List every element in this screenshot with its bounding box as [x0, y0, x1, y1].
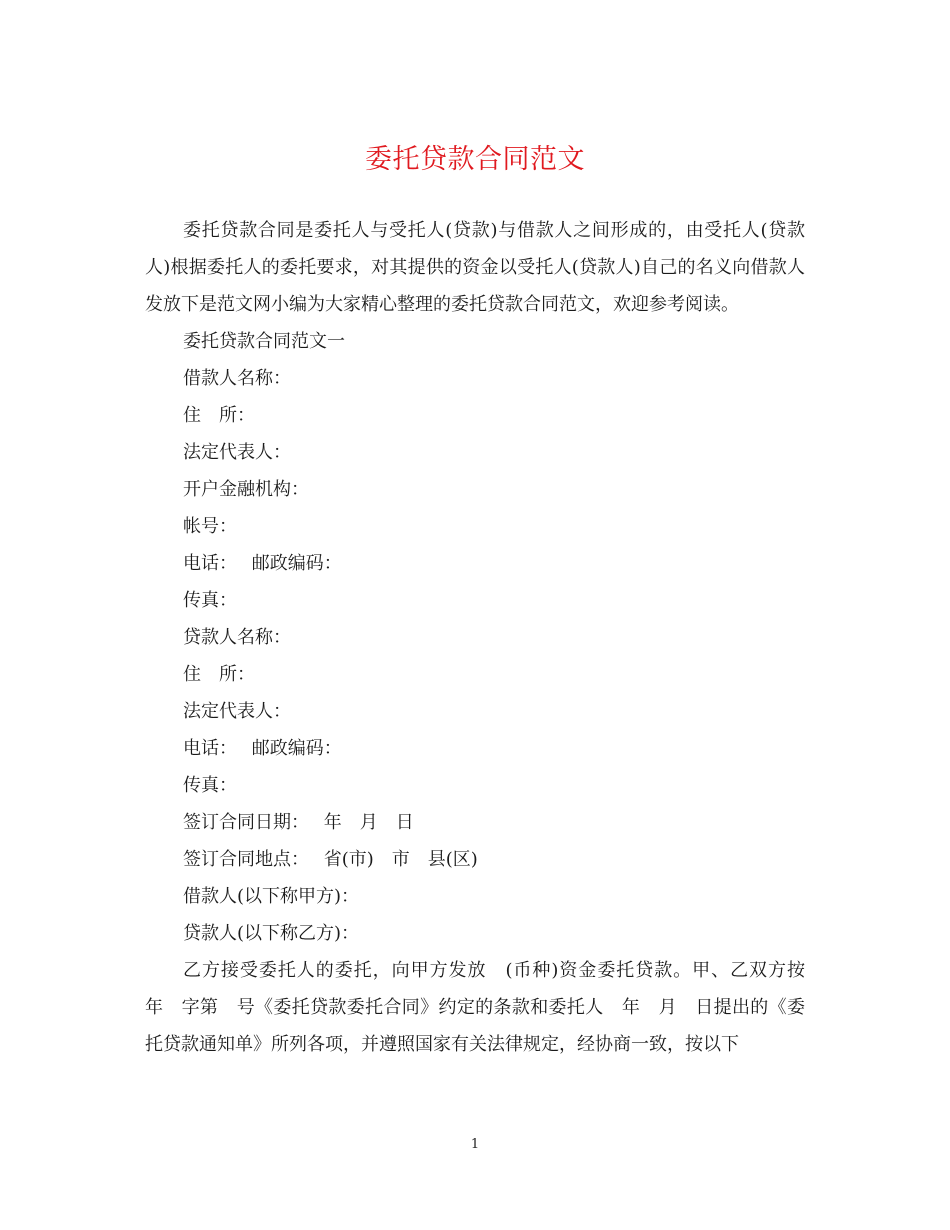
field-lender-fax: 传真：: [183, 775, 237, 796]
section-heading: 委托贷款合同范文一: [183, 331, 345, 352]
field-borrower-name: 借款人名称：: [183, 368, 291, 389]
field-lender-name: 贷款人名称：: [183, 627, 291, 648]
document-title: 委托贷款合同范文: [365, 144, 585, 175]
field-borrower-fax: 传真：: [183, 590, 237, 611]
field-borrower-address: 住 所：: [183, 405, 255, 426]
field-lender-phone-postcode: 电话： 邮政编码：: [183, 738, 342, 759]
page-number: 1: [470, 1137, 480, 1152]
field-party-b: 贷款人(以下称乙方)：: [183, 923, 360, 944]
document-body: [145, 212, 823, 1063]
field-borrower-phone-postcode: 电话： 邮政编码：: [183, 553, 342, 574]
field-signing-date: 签订合同日期： 年 月 日: [183, 812, 414, 833]
closing-paragraph: 乙方接受委托人的委托，向甲方发放 (币种)资金委托贷款。甲、乙双方按 年 字第 号《委托贷款委托合同》约定的条款和委托人 年 月 日提出的《委托贷款通知单》所列各项，并遵照国家有关法律规定，经协商一致，按以下: [145, 960, 823, 1055]
field-borrower-bank: 开户金融机构：: [183, 479, 309, 500]
intro-paragraph: 委托贷款合同是委托人与受托人(贷款)与借款人之间形成的，由受托人(贷款人)根据委托人的委托要求，对其提供的资金以受托人(贷款人)自己的名义向借款人发放下是范文网小编为大家精心整理的委托贷款合同范文，欢迎参考阅读。: [145, 220, 805, 315]
field-borrower-legal-rep: 法定代表人：: [183, 442, 291, 463]
field-lender-legal-rep: 法定代表人：: [183, 701, 291, 722]
field-signing-place: 签订合同地点： 省(市) 市 县(区): [183, 849, 478, 870]
field-party-a: 借款人(以下称甲方)：: [183, 886, 360, 907]
field-lender-address: 住 所：: [183, 664, 255, 685]
field-borrower-account: 帐号：: [183, 516, 237, 537]
